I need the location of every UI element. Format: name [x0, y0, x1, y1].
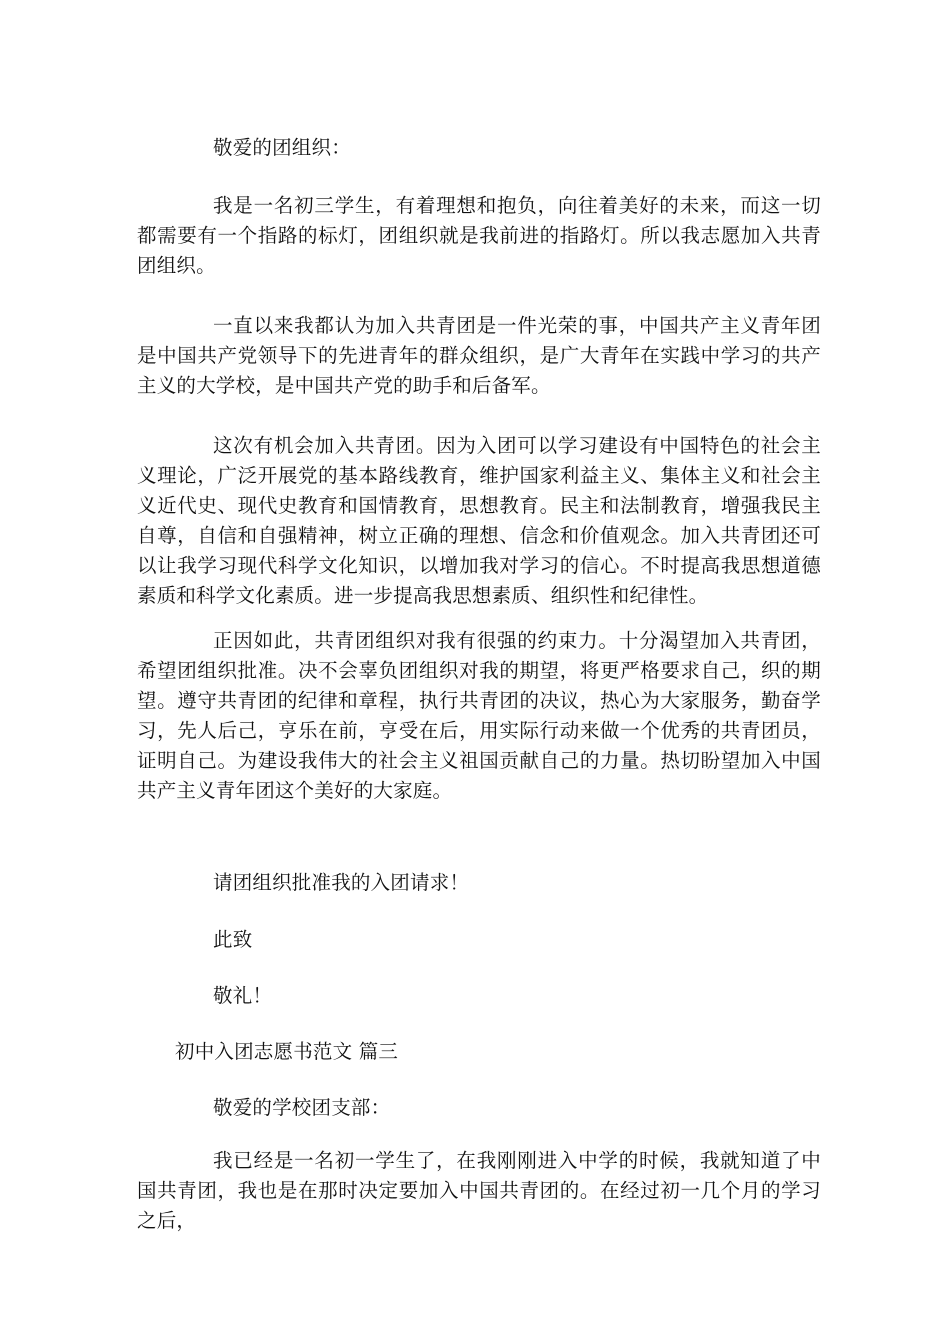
closing-salute: 敬礼！ — [213, 984, 273, 1007]
section-title: 初中入团志愿书范文 篇三 — [175, 1040, 399, 1063]
paragraph-commitment: 正因如此，共青团组织对我有很强的约束力。十分渴望加入共青团，希望团组织批准。决不会辜负团组织对我的期望，将更严格要求自己，织的期望。遵守共青团的纪律和章程，执行共青团的决议，热心为大家服务，勤奋学习，先人后己，亨乐在前，亨受在后，用实际行动来做一个优秀的共青团员，证明自己。为建设我伟大的社会主义祖国贡献自己的力量。热切盼望加入中国共产主义青年团这个美好的大家庭。 — [137, 629, 821, 802]
salutation-3: 敬爱的学校团支部： — [213, 1096, 391, 1119]
salutation-1: 敬爱的团组织： — [213, 136, 351, 159]
request-line: 请团组织批准我的入团请求！ — [213, 871, 470, 894]
closing-regards: 此致 — [213, 928, 253, 951]
paragraph-honor: 一直以来我都认为加入共青团是一件光荣的事，中国共产主义青年团是中国共产党领导下的先进青年的群众组织，是广大青年在实践中学习的共产主义的大学校，是中国共产党的助手和后备军。 — [137, 314, 821, 397]
paragraph-reasons: 这次有机会加入共青团。因为入团可以学习建设有中国特色的社会主义理论，广泛开展党的基本路线教育，维护国家利益主义、集体主义和社会主义近代史、现代史教育和国情教育，思想教育。民主和法制教育，增强我民主自尊，自信和自强精神，树立正确的理想、信念和价值观念。加入共青团还可以让我学习现代科学文化知识，以增加我对学习的信心。不时提高我思想道德素质和科学文化素质。进一步提高我思想素质、组织性和纪律性。 — [137, 434, 821, 607]
paragraph-letter-3: 我已经是一名初一学生了，在我刚刚进入中学的时候，我就知道了中国共青团，我也是在那时决定要加入中国共青团的。在经过初一几个月的学习之后， — [137, 1149, 821, 1232]
paragraph-intro: 我是一名初三学生，有着理想和抱负，向往着美好的未来，而这一切都需要有一个指路的标灯，团组织就是我前进的指路灯。所以我志愿加入共青团组织。 — [137, 194, 821, 277]
